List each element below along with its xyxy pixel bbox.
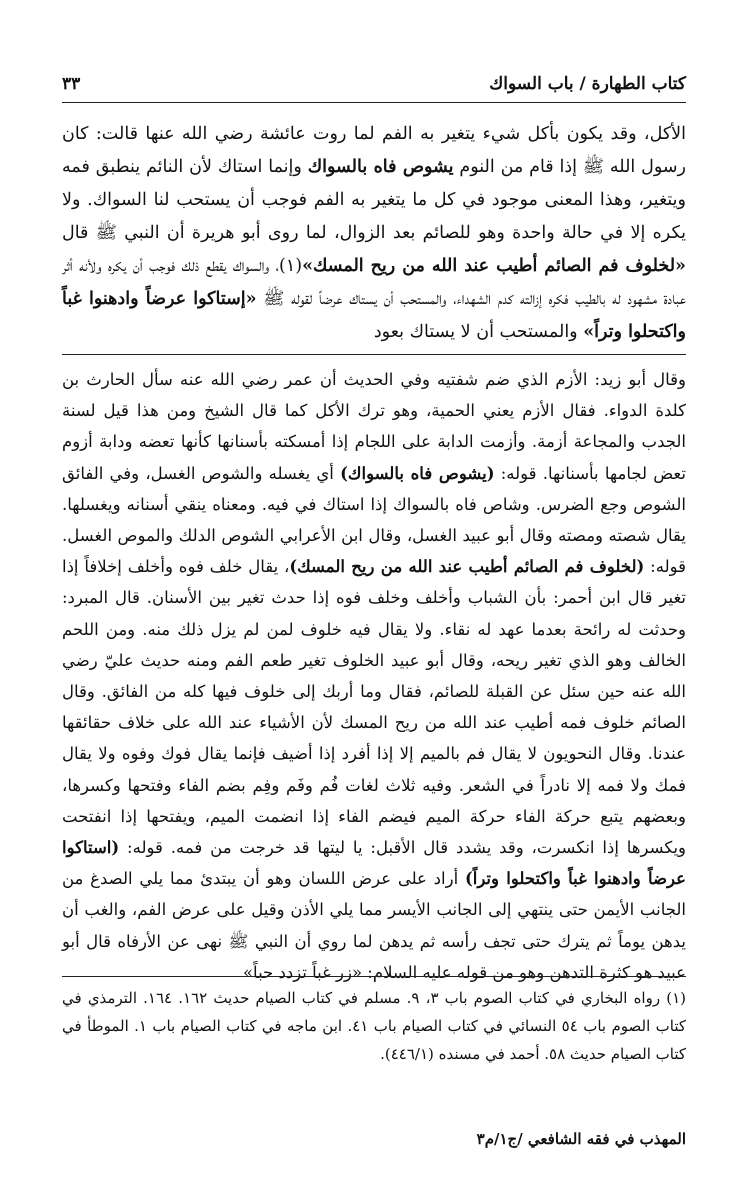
- main-paragraph: [62, 118, 686, 349]
- main-text-segment: الأكل، وقد يكون بأكل شيء يتغير به الفم لما روت عائشة رضي الله عنها قالت: كان رسول الله ﷺ إذا قام من النوم: [62, 124, 686, 177]
- page-footer: المهذب في فقه الشافعي /ج١/م٣: [476, 1130, 686, 1148]
- commentary-segment: وقال أبو زيد: الأزم الذي ضم شفتيه وفي الحديث أن عمر رضي الله عنه سأل الحارث بن كلدة الدواء. فقال الأزم يعني الحمية، وهو ترك الأكل كما قال الشيخ ومن هذا قيل لسنة الجدب والمجاعة أزمة. وأزمت الدابة على اللجام إذا أمسكته بأسنانها كأنها تعضه ودابة أزوم تعض لجامها بأسنانها. قوله:: [62, 370, 686, 483]
- footnote-1: (١) رواه البخاري في كتاب الصوم باب ٣، ٩. مسلم في كتاب الصيام حديث ١٦٢. ١٦٤. الترمذي في كتاب الصوم باب ٥٤ النسائي في كتاب الصيام باب ٤١. ابن ماجه في كتاب الصيام باب ١. الموطأ في كتاب الصيام حديث ٥٨. أحمد في مسنده (٤٤٦/١).: [62, 989, 687, 1063]
- commentary-quote: (استاكوا عرضاً وادهنوا غباً واكتحلوا وتراً): [62, 838, 686, 889]
- commentary-text: [62, 364, 686, 988]
- footnotes: [62, 984, 686, 1068]
- main-text-segment: (١)، والسواك يقطع ذلك فوجب أن يكره ولأنه أثر عبادة مشهود له بالطيب فكره إزالته كدم الشهداء، والمستحب أن يستاك عرضاً لقوله ﷺ: [62, 256, 686, 309]
- book-page: [62, 0, 686, 1179]
- hadith-quote: «إستاكوا عرضاً وادهنوا غباً واكتحلوا وتراً»: [62, 289, 686, 342]
- commentary-quote: (لخلوف فم الصائم أطيب عند الله من ريح المسك): [289, 557, 645, 577]
- commentary-segment: ، يقال خلف فوه وأخلف إخلافاً إذا تغير قال ابن أحمر: بأن الشباب وأخلف وخلف فوه إذا حدث تغير بين الأسنان. قال المبرد: وحدثت له رائحة بعدما عهد له نقاء. ولا يقال فيه خلوف لمن لم يزل ذلك منه. ومن اللحم الخالف وهو الذي تغير ريحه، وقال أبو عبيد الخلوف تغير طعم الفم ومنه حديث عليّ رضي الله عنه حين سئل عن القبلة للصائم، فقال وما أربك إلى خلوف فيها كله من الفائق. وقال الصائم خلوف فمه أطيب عند الله من ريح المسك لأن الأشياء عند الله على خلاف حقائقها عندنا. وقال النحويون لا يقال فم بالميم إلا إذا أفرد إذا أضيف فإنما يقال فوك وفوه ولا يقال فمك ولا فمه إلا نادراً في الشعر. وفيه ثلاث لغات فُم وفَم وفِم بضم الفاء وفتحها وكسرها، وبعضهم يتبع حركة الفاء حركة الميم فيضم الفاء إذا انضمت الميم، ويفتحها إذا انفتحت ويكسرها إذا انكسرت، وقد يشدد قال الأقبل: يا ليتها قد خرجت من فمه. قوله:: [62, 557, 686, 858]
- footnote-divider: [62, 976, 686, 977]
- commentary-paragraph: [62, 364, 686, 988]
- page-header: [62, 72, 686, 103]
- commentary-segment: أراد على عرض اللسان وهو أن يبتدئ مما يلي الصدغ من الجانب الأيمن حتى ينتهي إلى الجانب الأيسر مما يلي الأذن وقيل على عرض الفم، والغب أن يدهن يوماً ثم يترك حتى تجف رأسه ثم يدهن لما روي أن النبي ﷺ نهى عن الأرفاه قال أبو عبيد هو كثرة التدهن وهو من قوله عليه السلام: «زر غباً تزدد حباً»: [62, 869, 686, 982]
- main-text-segment: وإنما استاك لأن النائم ينطبق فمه ويتغير، وهذا المعنى موجود في كل ما يتغير به الفم فوجب أن يستحب لنا السواك. ولا يكره إلا في حالة واحدة وهو للصائم بعد الزوال، لما روى أبو هريرة أن النبي ﷺ قال: [62, 157, 686, 243]
- commentary-segment: أي يغسله والشوص الغسل، وفي الفائق الشوص وجع الضرس. وشاص فاه بالسواك إذا استاك في فيه. ومعناه ينقي أسنانه ويغسلها. يقال شصته ومصته وقال أبو عبيد الغسل، وقال ابن الأعرابي الشوص الدلك والموص الغسل. قوله:: [62, 463, 687, 577]
- hadith-quote: يشوص فاه بالسواك: [307, 157, 454, 177]
- text-divider: [62, 354, 686, 355]
- commentary-quote: (يشوص فاه بالسواك): [340, 463, 495, 483]
- page-number: ٣٣: [62, 74, 81, 94]
- hadith-quote: «لخلوف فم الصائم أطيب عند الله من ريح المسك»: [302, 256, 686, 276]
- running-title: كتاب الطهارة / باب السواك: [489, 74, 686, 94]
- main-text: [62, 118, 686, 349]
- main-text-segment: والمستحب أن لا يستاك بعود: [373, 322, 584, 342]
